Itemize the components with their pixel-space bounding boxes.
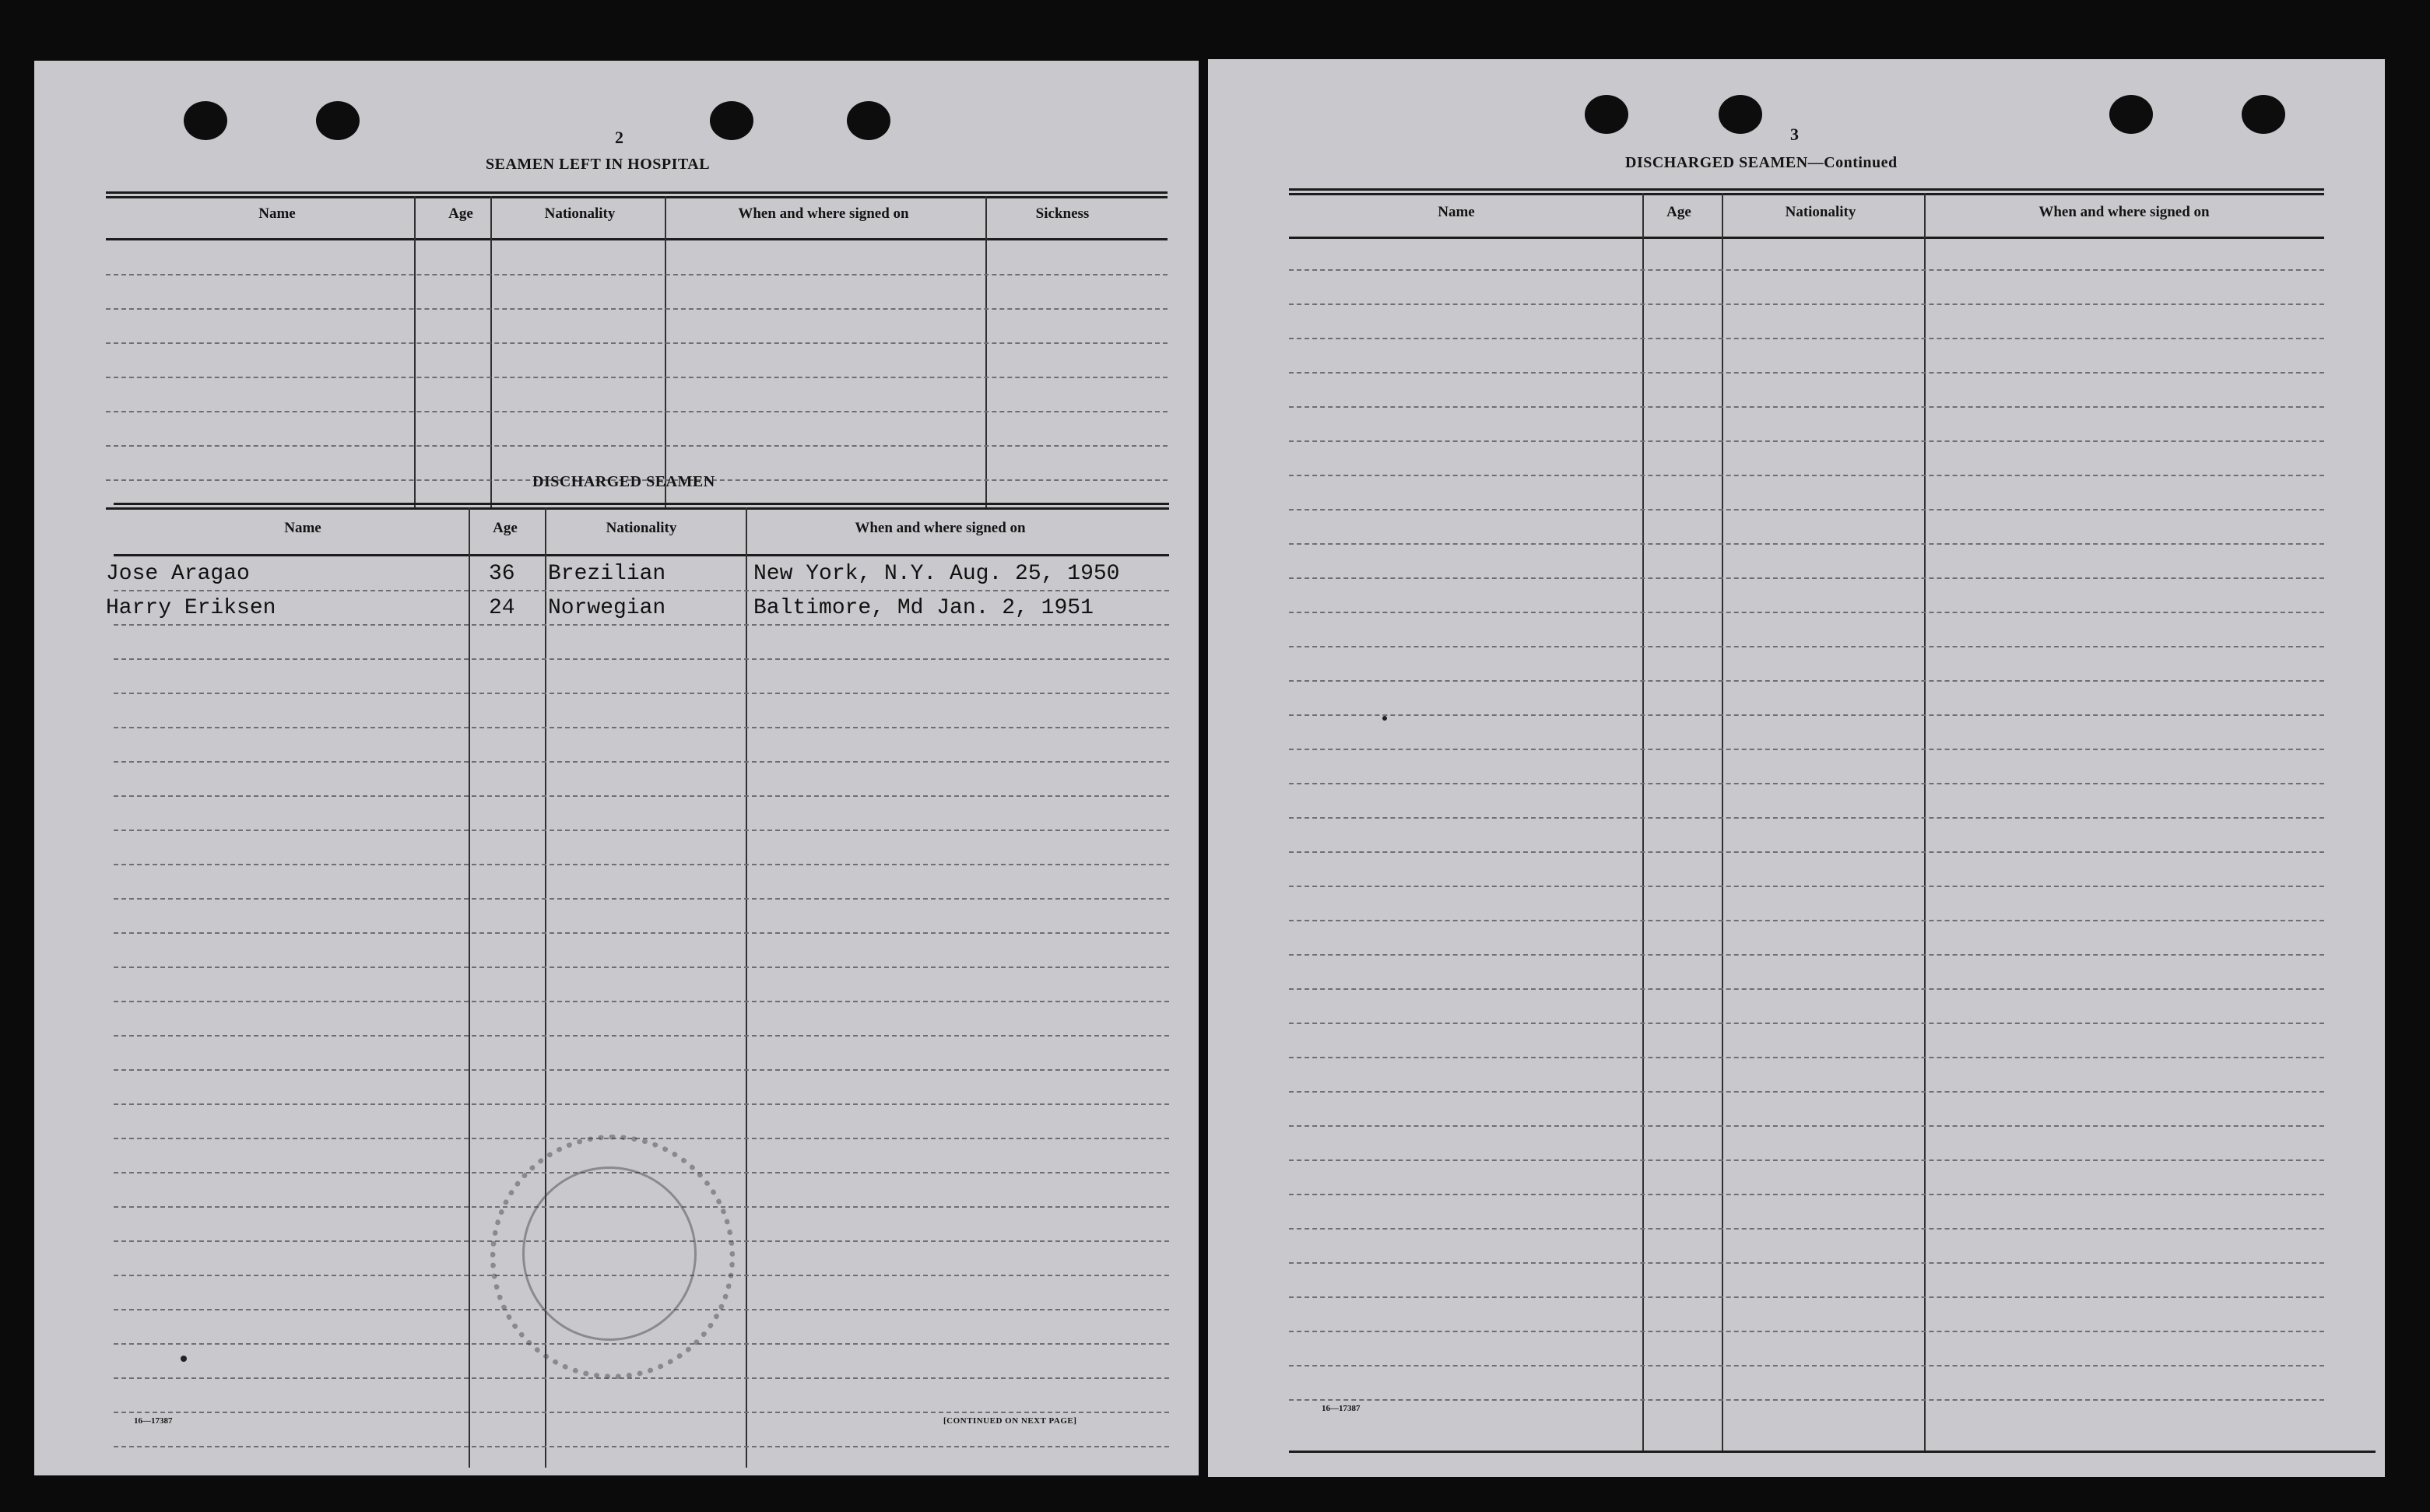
row-rule: [1289, 1331, 2324, 1332]
row-rule: [114, 727, 1169, 728]
row-rule: [1289, 406, 2324, 408]
row-rule: [114, 966, 1169, 968]
column-header-name: Name: [258, 205, 296, 222]
column-divider: [746, 507, 747, 1468]
form-number: 16—17387: [1322, 1404, 1361, 1413]
row-rule: [1289, 988, 2324, 990]
row-rule: [114, 1412, 1169, 1413]
right-page: [1208, 59, 2385, 1477]
seaman-name: Jose Aragao: [106, 562, 250, 586]
row-rule: [1289, 646, 2324, 647]
row-rule: [114, 1035, 1169, 1037]
row-rule: [1289, 851, 2324, 853]
row-rule: [114, 624, 1169, 626]
row-rule: [114, 795, 1169, 797]
row-rule: [114, 590, 1169, 591]
row-rule: [106, 411, 1168, 412]
row-rule: [114, 1103, 1169, 1105]
row-rule: [1289, 714, 2324, 716]
row-rule: [114, 658, 1169, 660]
column-header-nationality: Nationality: [1785, 204, 1856, 220]
row-rule: [1289, 372, 2324, 374]
table-top-rule: [114, 503, 1169, 505]
row-rule: [1289, 1296, 2324, 1298]
row-rule: [106, 308, 1168, 310]
punch-hole-icon: [710, 101, 753, 140]
punch-hole-icon: [847, 101, 890, 140]
row-rule: [1289, 954, 2324, 956]
row-rule: [1289, 1194, 2324, 1195]
column-header-age: Age: [448, 205, 473, 222]
left-page: [34, 61, 1199, 1475]
table-top-rule: [114, 507, 1169, 510]
row-rule: [1289, 749, 2324, 750]
page-number: 3: [1790, 125, 1799, 144]
row-rule: [1289, 303, 2324, 305]
row-rule: [1289, 1159, 2324, 1161]
column-header-signed-on: When and where signed on: [855, 520, 1026, 536]
seaman-age: 36: [489, 562, 515, 586]
row-rule: [1289, 1091, 2324, 1093]
column-header-nationality: Nationality: [544, 205, 616, 222]
row-rule: [106, 274, 1168, 275]
row-rule: [1289, 817, 2324, 819]
column-divider: [469, 507, 470, 1468]
seaman-nationality: Brezilian: [548, 562, 666, 586]
row-rule: [1289, 475, 2324, 476]
row-rule: [1289, 680, 2324, 682]
column-header-age: Age: [1666, 204, 1691, 220]
row-rule: [1289, 440, 2324, 442]
seaman-nationality: Norwegian: [548, 596, 666, 620]
column-divider: [665, 196, 666, 509]
row-rule: [1289, 338, 2324, 339]
column-divider: [985, 196, 987, 509]
row-rule: [114, 693, 1169, 694]
table-header-rule: [114, 554, 1169, 556]
column-header-signed-on: When and where signed on: [2038, 204, 2210, 220]
row-rule: [114, 1377, 1169, 1379]
column-header-name: Name: [284, 520, 321, 536]
row-rule: [1289, 1023, 2324, 1024]
received-stamp: [490, 1135, 735, 1379]
seaman-name: Harry Eriksen: [106, 596, 276, 620]
column-header-nationality: Nationality: [606, 520, 677, 536]
row-rule: [1289, 543, 2324, 545]
hospital-section-title: SEAMEN LEFT IN HOSPITAL: [486, 156, 711, 173]
discharged-section-title: DISCHARGED SEAMEN: [532, 473, 715, 490]
row-rule: [114, 761, 1169, 763]
row-rule: [1289, 612, 2324, 613]
row-rule: [114, 864, 1169, 865]
punch-hole-icon: [2109, 95, 2153, 134]
ink-speck: [1382, 716, 1387, 721]
row-rule: [1289, 783, 2324, 784]
row-rule: [1289, 269, 2324, 271]
row-rule: [114, 898, 1169, 900]
punch-hole-icon: [2242, 95, 2285, 134]
punch-hole-icon: [1585, 95, 1628, 134]
row-rule: [114, 932, 1169, 934]
column-divider: [490, 196, 492, 509]
row-rule: [114, 830, 1169, 831]
seaman-age: 24: [489, 596, 515, 620]
row-rule: [114, 1446, 1169, 1447]
table-bottom-rule: [1289, 1451, 2376, 1453]
row-rule: [106, 342, 1168, 344]
row-rule: [1289, 1057, 2324, 1058]
row-rule: [114, 1069, 1169, 1071]
table-top-rule: [1289, 193, 2324, 195]
seaman-signed-on: New York, N.Y. Aug. 25, 1950: [753, 562, 1120, 586]
table-top-rule: [106, 191, 1168, 194]
punch-hole-icon: [184, 101, 227, 140]
punch-hole-icon: [1719, 95, 1762, 134]
punch-hole-icon: [316, 101, 360, 140]
seaman-signed-on: Baltimore, Md Jan. 2, 1951: [753, 596, 1094, 620]
table-header-rule: [1289, 237, 2324, 239]
row-rule: [1289, 577, 2324, 579]
table-top-rule: [1289, 188, 2324, 191]
row-rule: [1289, 920, 2324, 921]
row-rule: [1289, 1262, 2324, 1264]
row-rule: [106, 377, 1168, 378]
row-rule: [106, 445, 1168, 447]
row-rule: [114, 1001, 1169, 1002]
ink-speck: [181, 1356, 187, 1362]
column-header-name: Name: [1438, 204, 1475, 220]
row-rule: [1289, 886, 2324, 887]
table-top-rule: [106, 196, 1168, 198]
page-number: 2: [615, 128, 623, 147]
column-header-age: Age: [493, 520, 518, 536]
row-rule: [1289, 509, 2324, 510]
row-rule: [1289, 1399, 2324, 1401]
row-rule: [1289, 1228, 2324, 1230]
column-header-sickness: Sickness: [1035, 205, 1090, 222]
row-rule: [1289, 1125, 2324, 1127]
row-rule: [1289, 1365, 2324, 1366]
column-header-signed-on: When and where signed on: [738, 205, 909, 222]
form-number: 16—17387: [134, 1416, 173, 1426]
continued-note: [CONTINUED ON NEXT PAGE]: [943, 1416, 1077, 1426]
right-section-title: DISCHARGED SEAMEN—Continued: [1625, 154, 1898, 171]
table-header-rule: [106, 238, 1168, 240]
column-divider: [414, 196, 416, 509]
